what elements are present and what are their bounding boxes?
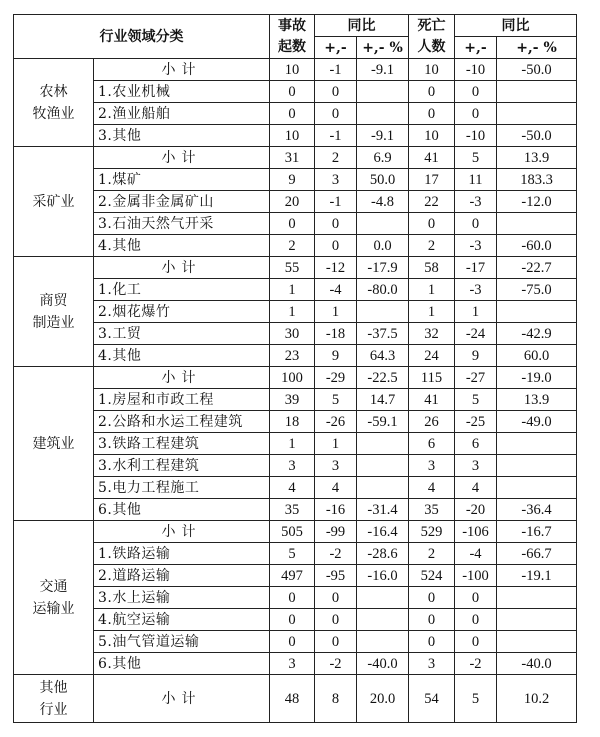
table-row — [14, 191, 577, 213]
deaths-change-cell: -10 — [455, 59, 497, 81]
deaths-change-cell: 5 — [455, 389, 497, 411]
accidents-count-cell: 1 — [270, 301, 315, 323]
accidents-change-pct-cell: 64.3 — [357, 345, 409, 367]
accidents-count-cell: 0 — [270, 631, 315, 653]
deaths-change-cell: -10 — [455, 125, 497, 147]
accidents-count-cell: 5 — [270, 543, 315, 565]
deaths-count-cell: 41 — [409, 147, 455, 169]
accidents-change-pct-cell — [357, 213, 409, 235]
subcategory-label: 5.油气管道运输 — [94, 631, 270, 653]
deaths-change-cell: 0 — [455, 81, 497, 103]
deaths-change-cell: 0 — [455, 631, 497, 653]
deaths-count-cell: 1 — [409, 279, 455, 301]
accidents-count-cell: 0 — [270, 213, 315, 235]
subcategory-label: 3.水利工程建筑 — [94, 455, 270, 477]
table-header — [14, 15, 577, 59]
accidents-change-pct-cell — [357, 81, 409, 103]
deaths-count-cell: 54 — [409, 675, 455, 723]
accidents-change-pct-cell: -59.1 — [357, 411, 409, 433]
table-body — [14, 59, 577, 723]
accidents-change-cell: -4 — [315, 279, 357, 301]
accidents-change-pct-cell: -22.5 — [357, 367, 409, 389]
deaths-change-cell: -20 — [455, 499, 497, 521]
accidents-count-cell: 31 — [270, 147, 315, 169]
accidents-change-cell: -29 — [315, 367, 357, 389]
deaths-change-pct-cell: -66.7 — [497, 543, 577, 565]
accidents-change-cell: -16 — [315, 499, 357, 521]
accidents-change-cell: -2 — [315, 653, 357, 675]
table-row — [14, 81, 577, 103]
subcategory-label: 2.烟花爆竹 — [94, 301, 270, 323]
deaths-count-cell: 524 — [409, 565, 455, 587]
subtotal-label: 小计 — [94, 521, 270, 543]
deaths-change-cell: -2 — [455, 653, 497, 675]
deaths-change-cell: -3 — [455, 279, 497, 301]
accidents-change-cell: -18 — [315, 323, 357, 345]
accidents-change-cell: 3 — [315, 169, 357, 191]
table-row — [14, 609, 577, 631]
accidents-count-cell: 0 — [270, 609, 315, 631]
category-name — [14, 257, 94, 367]
deaths-count-cell: 41 — [409, 389, 455, 411]
accidents-change-pct-cell: -80.0 — [357, 279, 409, 301]
accidents-count-cell: 10 — [270, 125, 315, 147]
accidents-change-pct-cell: 50.0 — [357, 169, 409, 191]
accidents-change-cell: 0 — [315, 213, 357, 235]
table-row — [14, 675, 577, 723]
deaths-change-pct-cell: -36.4 — [497, 499, 577, 521]
header-deaths-yoy: 同比 — [455, 15, 577, 37]
accidents-change-pct-cell — [357, 103, 409, 125]
deaths-count-cell: 115 — [409, 367, 455, 389]
accidents-change-pct-cell: -28.6 — [357, 543, 409, 565]
accidents-count-cell: 100 — [270, 367, 315, 389]
deaths-change-pct-cell — [497, 81, 577, 103]
deaths-change-pct-cell: -19.1 — [497, 565, 577, 587]
category-name — [14, 59, 94, 147]
accidents-change-cell: 1 — [315, 301, 357, 323]
accidents-change-cell: 1 — [315, 433, 357, 455]
table-row — [14, 389, 577, 411]
category-name — [14, 147, 94, 257]
accidents-count-cell: 9 — [270, 169, 315, 191]
accidents-count-cell: 18 — [270, 411, 315, 433]
accidents-change-pct-cell — [357, 301, 409, 323]
accidents-change-cell: -1 — [315, 125, 357, 147]
subcategory-label: 4.其他 — [94, 345, 270, 367]
accidents-change-pct-cell: -17.9 — [357, 257, 409, 279]
accidents-count-cell: 0 — [270, 587, 315, 609]
accidents-count-cell: 3 — [270, 455, 315, 477]
table-row — [14, 257, 577, 279]
accidents-change-cell: 0 — [315, 631, 357, 653]
deaths-count-cell: 529 — [409, 521, 455, 543]
deaths-change-cell: -24 — [455, 323, 497, 345]
accidents-count-cell: 1 — [270, 433, 315, 455]
deaths-change-cell: -4 — [455, 543, 497, 565]
accidents-change-cell: 9 — [315, 345, 357, 367]
accidents-count-cell: 1 — [270, 279, 315, 301]
table-row — [14, 653, 577, 675]
category-name-line: 商贸 — [39, 292, 68, 309]
deaths-count-cell: 17 — [409, 169, 455, 191]
deaths-change-pct-cell: -50.0 — [497, 125, 577, 147]
header-accidents — [270, 15, 315, 59]
table-row — [14, 411, 577, 433]
category-name-line: 采矿业 — [32, 193, 75, 210]
table-row — [14, 235, 577, 257]
accidents-change-pct-cell: -16.0 — [357, 565, 409, 587]
deaths-change-cell: 0 — [455, 103, 497, 125]
accident-statistics-table — [13, 14, 577, 723]
accidents-change-pct-cell — [357, 587, 409, 609]
accidents-change-cell: 0 — [315, 235, 357, 257]
subtotal-label: 小计 — [94, 59, 270, 81]
category-name-line: 农林 — [39, 83, 68, 100]
table-row — [14, 367, 577, 389]
deaths-change-pct-cell: -16.7 — [497, 521, 577, 543]
deaths-change-pct-cell: 13.9 — [497, 389, 577, 411]
accidents-count-cell: 0 — [270, 81, 315, 103]
table-row — [14, 345, 577, 367]
table-row — [14, 499, 577, 521]
deaths-change-pct-cell: 13.9 — [497, 147, 577, 169]
accidents-change-cell: 4 — [315, 477, 357, 499]
deaths-change-pct-cell — [497, 103, 577, 125]
accidents-change-pct-cell: 14.7 — [357, 389, 409, 411]
accidents-change-pct-cell: 6.9 — [357, 147, 409, 169]
accidents-count-cell: 23 — [270, 345, 315, 367]
deaths-change-pct-cell: 183.3 — [497, 169, 577, 191]
deaths-count-cell: 22 — [409, 191, 455, 213]
category-name-line: 建筑业 — [32, 435, 75, 452]
table-row — [14, 169, 577, 191]
accidents-change-cell: -99 — [315, 521, 357, 543]
deaths-change-pct-cell: 60.0 — [497, 345, 577, 367]
deaths-change-pct-cell: -75.0 — [497, 279, 577, 301]
deaths-change-cell: -100 — [455, 565, 497, 587]
table-row — [14, 323, 577, 345]
subcategory-label: 2.渔业船舶 — [94, 103, 270, 125]
deaths-count-cell: 6 — [409, 433, 455, 455]
accidents-change-pct-cell — [357, 477, 409, 499]
subtotal-label: 小计 — [94, 675, 270, 723]
table-row — [14, 147, 577, 169]
table-row — [14, 631, 577, 653]
accidents-count-cell: 0 — [270, 103, 315, 125]
accidents-change-cell: 3 — [315, 455, 357, 477]
deaths-change-cell: 0 — [455, 213, 497, 235]
accidents-change-pct-cell: -9.1 — [357, 125, 409, 147]
header-deaths-change-pct: +,- % — [497, 37, 577, 59]
accidents-change-cell: 0 — [315, 81, 357, 103]
deaths-change-cell: 11 — [455, 169, 497, 191]
accidents-count-cell: 20 — [270, 191, 315, 213]
subcategory-label: 3.工贸 — [94, 323, 270, 345]
subcategory-label: 3.铁路工程建筑 — [94, 433, 270, 455]
accidents-change-pct-cell — [357, 455, 409, 477]
deaths-count-cell: 35 — [409, 499, 455, 521]
accidents-change-pct-cell — [357, 433, 409, 455]
subcategory-label: 2.公路和水运工程建筑 — [94, 411, 270, 433]
deaths-count-cell: 0 — [409, 81, 455, 103]
table-row — [14, 521, 577, 543]
category-name-line: 交通 — [39, 578, 68, 595]
deaths-change-cell: 1 — [455, 301, 497, 323]
accidents-change-pct-cell: 20.0 — [357, 675, 409, 723]
deaths-change-cell: 3 — [455, 455, 497, 477]
deaths-change-pct-cell: -42.9 — [497, 323, 577, 345]
accidents-count-cell: 48 — [270, 675, 315, 723]
subcategory-label: 1.铁路运输 — [94, 543, 270, 565]
deaths-count-cell: 0 — [409, 213, 455, 235]
subcategory-label: 2.金属非金属矿山 — [94, 191, 270, 213]
deaths-change-pct-cell — [497, 455, 577, 477]
deaths-change-pct-cell: -12.0 — [497, 191, 577, 213]
subcategory-label: 3.其他 — [94, 125, 270, 147]
accidents-change-cell: -12 — [315, 257, 357, 279]
accidents-change-cell: 0 — [315, 103, 357, 125]
table-row — [14, 477, 577, 499]
deaths-change-pct-cell — [497, 587, 577, 609]
header-accidents-change-pct: +,- % — [357, 37, 409, 59]
deaths-count-cell: 26 — [409, 411, 455, 433]
header-accidents-yoy: 同比 — [315, 15, 409, 37]
deaths-count-cell: 1 — [409, 301, 455, 323]
deaths-count-cell: 0 — [409, 631, 455, 653]
subcategory-label: 2.道路运输 — [94, 565, 270, 587]
accidents-count-cell: 35 — [270, 499, 315, 521]
accidents-count-cell: 39 — [270, 389, 315, 411]
category-name-line: 制造业 — [32, 314, 75, 331]
subcategory-label: 3.石油天然气开采 — [94, 213, 270, 235]
deaths-change-pct-cell — [497, 609, 577, 631]
header-accidents-line2: 起数 — [278, 38, 306, 55]
category-name — [14, 675, 94, 723]
accidents-count-cell: 2 — [270, 235, 315, 257]
deaths-count-cell: 0 — [409, 587, 455, 609]
deaths-change-pct-cell — [497, 433, 577, 455]
accidents-change-cell: 5 — [315, 389, 357, 411]
deaths-change-cell: 4 — [455, 477, 497, 499]
deaths-change-pct-cell — [497, 631, 577, 653]
deaths-change-cell: 0 — [455, 587, 497, 609]
accidents-change-pct-cell: -16.4 — [357, 521, 409, 543]
deaths-count-cell: 10 — [409, 125, 455, 147]
category-name — [14, 521, 94, 675]
table-row — [14, 587, 577, 609]
table-row — [14, 125, 577, 147]
accidents-change-pct-cell: -31.4 — [357, 499, 409, 521]
deaths-count-cell: 4 — [409, 477, 455, 499]
deaths-change-cell: -17 — [455, 257, 497, 279]
category-name-line: 牧渔业 — [32, 105, 75, 122]
table-row — [14, 455, 577, 477]
accidents-change-cell: -26 — [315, 411, 357, 433]
accidents-change-pct-cell: -4.8 — [357, 191, 409, 213]
accidents-change-cell: 0 — [315, 587, 357, 609]
accidents-change-cell: -1 — [315, 191, 357, 213]
deaths-change-pct-cell: -50.0 — [497, 59, 577, 81]
statistics-table-container — [13, 14, 577, 723]
deaths-change-cell: -3 — [455, 235, 497, 257]
table-row — [14, 279, 577, 301]
subtotal-label: 小计 — [94, 367, 270, 389]
deaths-change-pct-cell: -40.0 — [497, 653, 577, 675]
deaths-change-pct-cell: 10.2 — [497, 675, 577, 723]
deaths-count-cell: 10 — [409, 59, 455, 81]
deaths-count-cell: 0 — [409, 103, 455, 125]
deaths-change-cell: 9 — [455, 345, 497, 367]
accidents-change-cell: 8 — [315, 675, 357, 723]
accidents-change-cell: 0 — [315, 609, 357, 631]
header-accidents-change: +,- — [315, 37, 357, 59]
table-row — [14, 213, 577, 235]
deaths-change-pct-cell: -19.0 — [497, 367, 577, 389]
deaths-count-cell: 32 — [409, 323, 455, 345]
deaths-count-cell: 3 — [409, 455, 455, 477]
deaths-count-cell: 2 — [409, 543, 455, 565]
header-deaths-change: +,- — [455, 37, 497, 59]
table-row — [14, 565, 577, 587]
deaths-change-cell: -3 — [455, 191, 497, 213]
subcategory-label: 6.其他 — [94, 653, 270, 675]
deaths-change-cell: 6 — [455, 433, 497, 455]
accidents-count-cell: 3 — [270, 653, 315, 675]
deaths-change-cell: -25 — [455, 411, 497, 433]
accidents-change-cell: -2 — [315, 543, 357, 565]
deaths-count-cell: 2 — [409, 235, 455, 257]
subtotal-label: 小计 — [94, 257, 270, 279]
accidents-count-cell: 497 — [270, 565, 315, 587]
accidents-change-cell: -1 — [315, 59, 357, 81]
deaths-change-pct-cell — [497, 477, 577, 499]
category-name-line: 其他 — [39, 679, 68, 696]
accidents-count-cell: 4 — [270, 477, 315, 499]
table-row — [14, 103, 577, 125]
table-row — [14, 543, 577, 565]
header-category: 行业领域分类 — [14, 15, 270, 59]
deaths-count-cell: 0 — [409, 609, 455, 631]
deaths-count-cell: 24 — [409, 345, 455, 367]
subcategory-label: 1.化工 — [94, 279, 270, 301]
deaths-change-pct-cell: -22.7 — [497, 257, 577, 279]
accidents-count-cell: 55 — [270, 257, 315, 279]
deaths-change-pct-cell: -60.0 — [497, 235, 577, 257]
accidents-change-pct-cell — [357, 609, 409, 631]
accidents-count-cell: 505 — [270, 521, 315, 543]
header-deaths-line2: 人数 — [417, 38, 446, 55]
header-deaths — [409, 15, 455, 59]
category-name-line: 运输业 — [32, 600, 75, 617]
table-row — [14, 59, 577, 81]
subcategory-label: 6.其他 — [94, 499, 270, 521]
accidents-change-pct-cell: -9.1 — [357, 59, 409, 81]
subcategory-label: 4.其他 — [94, 235, 270, 257]
subcategory-label: 1.农业机械 — [94, 81, 270, 103]
header-deaths-line1: 死亡 — [417, 17, 446, 34]
deaths-change-cell: 5 — [455, 147, 497, 169]
accidents-change-pct-cell: -40.0 — [357, 653, 409, 675]
accidents-change-pct-cell: -37.5 — [357, 323, 409, 345]
deaths-change-pct-cell: -49.0 — [497, 411, 577, 433]
deaths-change-cell: 0 — [455, 609, 497, 631]
subcategory-label: 4.航空运输 — [94, 609, 270, 631]
category-name — [14, 367, 94, 521]
deaths-change-pct-cell — [497, 213, 577, 235]
deaths-change-pct-cell — [497, 301, 577, 323]
subcategory-label: 1.房屋和市政工程 — [94, 389, 270, 411]
subtotal-label: 小计 — [94, 147, 270, 169]
table-row — [14, 301, 577, 323]
accidents-change-pct-cell — [357, 631, 409, 653]
accidents-change-cell: -95 — [315, 565, 357, 587]
deaths-change-cell: -27 — [455, 367, 497, 389]
header-accidents-line1: 事故 — [278, 17, 306, 34]
subcategory-label: 5.电力工程施工 — [94, 477, 270, 499]
accidents-count-cell: 10 — [270, 59, 315, 81]
category-name-line: 行业 — [39, 701, 68, 718]
deaths-change-cell: -106 — [455, 521, 497, 543]
table-row — [14, 433, 577, 455]
deaths-change-cell: 5 — [455, 675, 497, 723]
deaths-count-cell: 3 — [409, 653, 455, 675]
subcategory-label: 3.水上运输 — [94, 587, 270, 609]
accidents-change-pct-cell: 0.0 — [357, 235, 409, 257]
subcategory-label: 1.煤矿 — [94, 169, 270, 191]
accidents-change-cell: 2 — [315, 147, 357, 169]
accidents-count-cell: 30 — [270, 323, 315, 345]
deaths-count-cell: 58 — [409, 257, 455, 279]
